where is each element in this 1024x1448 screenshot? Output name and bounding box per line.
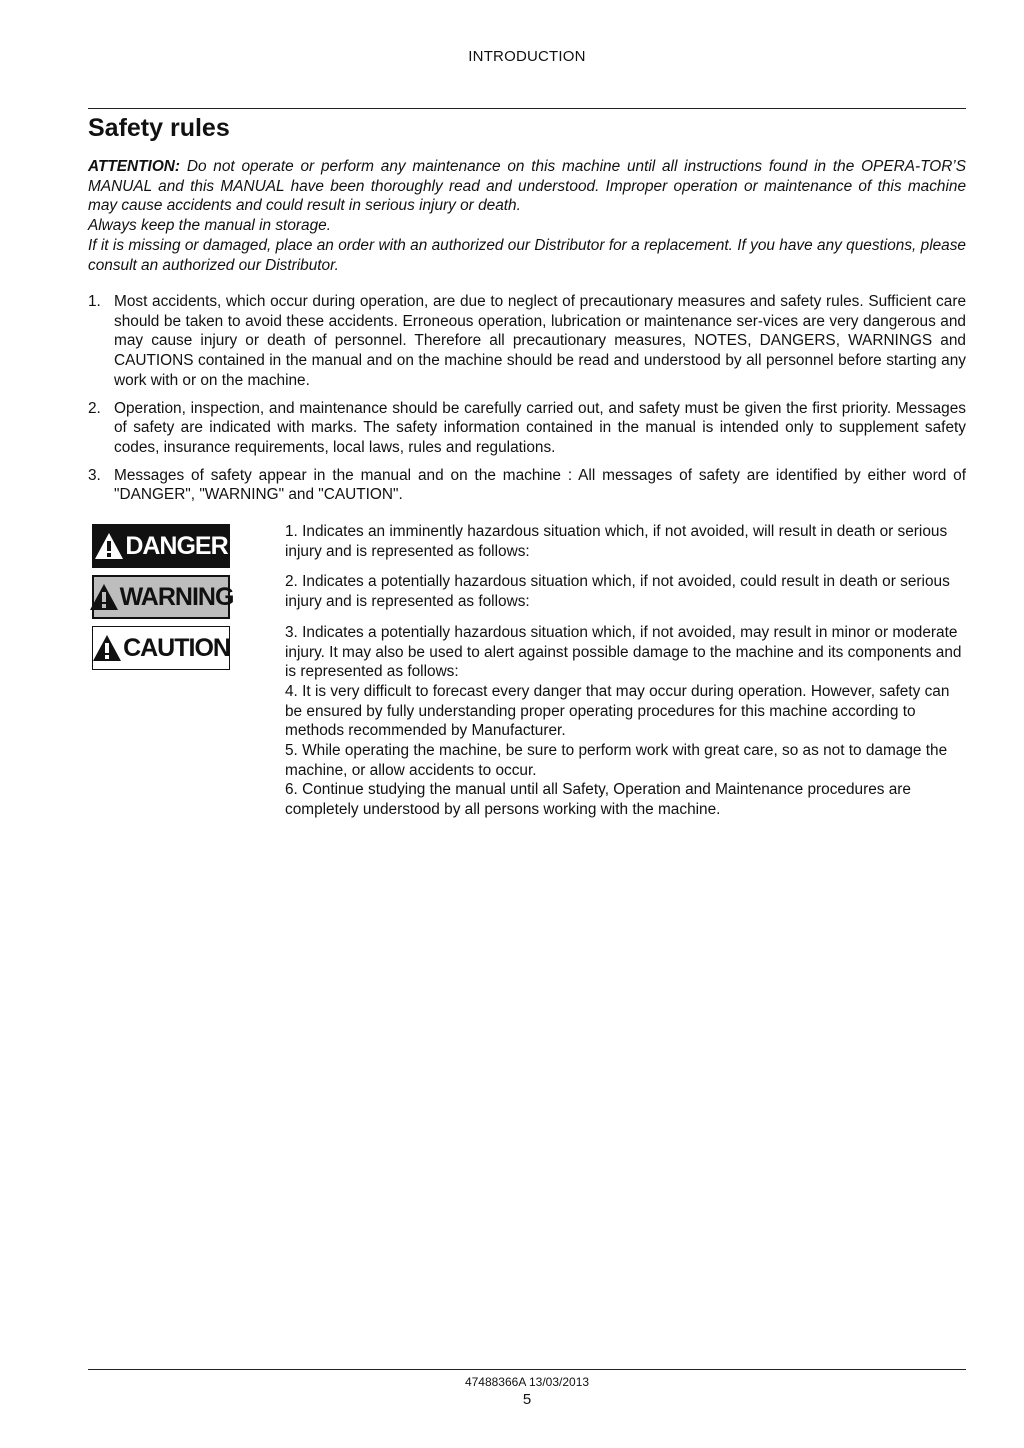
footer-divider	[88, 1369, 966, 1370]
hazard-item: 6. Continue studying the manual until all Safety, Operation and Maintenance procedures are completely understood by all persons working with the machine.	[285, 781, 911, 819]
list-item-number: 3.	[88, 466, 101, 484]
hazard-item-danger: 1. Indicates an imminently hazardous situation which, if not avoided, will result in death or serious injury and is represented as follows:	[285, 523, 948, 560]
danger-sign-label: DANGER	[125, 531, 228, 560]
warning-sign	[92, 575, 234, 619]
attention-notice	[88, 157, 966, 275]
attention-keep-manual: Always keep the manual in storage.	[88, 217, 331, 235]
hazard-descriptions	[285, 522, 965, 820]
list-item	[88, 399, 966, 458]
alert-triangle-icon	[94, 531, 124, 561]
safety-rules-list	[88, 292, 966, 513]
list-item-number: 2.	[88, 399, 101, 417]
list-item-text: Most accidents, which occur during operation, are due to neglect of precautionary measures and safety rules. Sufficient care should be taken to avoid these accidents. Erroneous operation, lubrication or maintenance ser-vices are very dangerous and may cause injury or death of personnel. Therefore all precautionary measures, NOTES, DANGERS, WARNINGS and CAUTIONS contained in the manual and on the machine should be read and understood by all personnel before starting any work with or on the machine.	[114, 293, 966, 389]
caution-sign	[92, 626, 230, 670]
danger-sign	[92, 524, 230, 568]
hazard-signs	[92, 524, 234, 677]
hazard-item: 4. It is very difficult to forecast every danger that may occur during operation. However, safety can be ensured by fully understanding proper operating procedures for this machine according to methods recommended by Manufacturer.	[285, 682, 950, 740]
attention-text: Do not operate or perform any maintenance on this machine until all instructions found in the OPERA-TOR’S MANUAL and this MANUAL have been thoroughly read and understood. Improper operation or maintenance of this machine may cause accidents and could result in serious injury or death.	[88, 158, 966, 215]
hazard-item-warning: 2. Indicates a potentially hazardous situation which, if not avoided, could result in death or serious injury and is represented as follows:	[285, 573, 950, 611]
running-header: INTRODUCTION	[468, 48, 586, 65]
warning-sign-label: WARNING	[119, 582, 234, 611]
list-item	[88, 466, 966, 505]
list-item-number: 1.	[88, 293, 101, 310]
document-id: 47488366A 13/03/2013	[464, 1375, 590, 1389]
list-item-text: Operation, inspection, and maintenance should be carefully carried out, and safety must be given the first priority. Messages of safety are indicated with marks. The safety information contained in the manual is intended only to supplement safety codes, insurance requirements, local laws, rules and regulations.	[114, 399, 966, 456]
alert-triangle-icon	[89, 582, 119, 612]
header-divider	[88, 108, 966, 109]
hazard-item: 5. While operating the machine, be sure to perform work with great care, so as not to damage the machine, or allow accidents to occur.	[285, 742, 948, 779]
page-number: 5	[522, 1391, 532, 1408]
page-title: Safety rules	[88, 114, 230, 142]
list-item	[88, 292, 966, 391]
attention-label: ATTENTION:	[88, 158, 181, 175]
caution-sign-label: CAUTION	[123, 633, 230, 662]
hazard-item-caution: 3. Indicates a potentially hazardous situation which, if not avoided, may result in minor or moderate injury. It may also be used to alert against possible damage to the machine and its components and is represented as follows:	[285, 623, 962, 681]
attention-paragraph	[88, 157, 966, 216]
attention-replacement: If it is missing or damaged, place an order with an authorized our Distributor for a replacement. If you have any questions, please consult an authorized our Distributor.	[88, 236, 966, 274]
list-item-text: Messages of safety appear in the manual and on the machine : All messages of safety are identified by either word of "DANGER", "WARNING" and "CAUTION".	[114, 466, 966, 504]
alert-triangle-icon	[92, 633, 122, 663]
